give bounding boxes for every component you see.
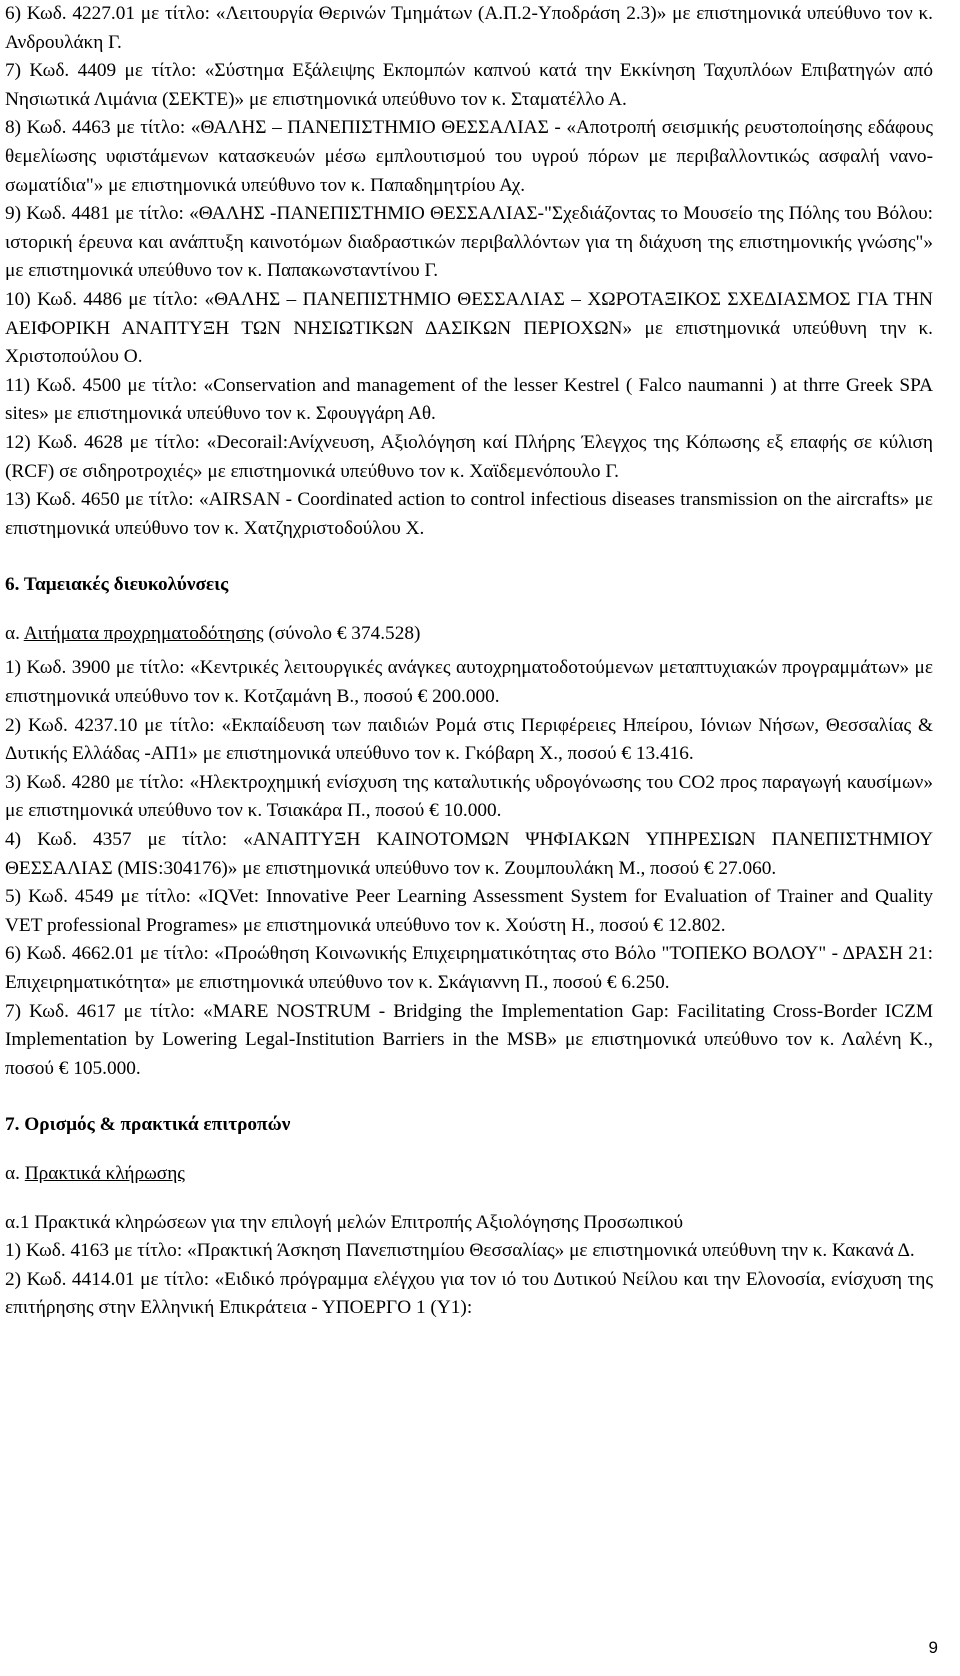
subsection-total: (σύνολο € 374.528) (263, 622, 421, 644)
draw-minutes-list (5, 1237, 933, 1323)
sub-subsection-title: α.1 Πρακτικά κληρώσεων για την επιλογή μελών Επιτροπής Αξιολόγησης Προσωπικού (5, 1211, 684, 1233)
list-item: 7) Κωδ. 4617 με τίτλο: «MARE NOSTRUM - Bridging the Implementation Gap: Facilitating Cross-Border ICZM Implementation by Lowering Legal-Institution Barriers in the MSB» με επιστημονικά υπεύθυνο τον κ. Λαλένη Κ., ποσού € 105.000. (5, 1000, 933, 1079)
list-item: 9) Κωδ. 4481 με τίτλο: «ΘΑΛΗΣ -ΠΑΝΕΠΙΣΤΗΜΙΟ ΘΕΣΣΑΛΙΑΣ-"Σχεδιάζοντας το Μουσείο της Πόλης του Βόλου: ιστορική έρευνα και ανάπτυξη καινοτόμων διαδραστικών περιβαλλόντων για τη διάχυση της επιστημονικής γνώσης"» με επιστημονικά υπεύθυνο τον κ. Παπακωνσταντίνου Γ. (5, 203, 933, 282)
list-item: 7) Κωδ. 4409 με τίτλο: «Σύστημα Εξάλειψης Εκπομπών καπνού κατά την Εκκίνηση Ταχυπλόων Επιβατηγών από Νησιωτικά Λιμάνια (ΣΕΚΤΕ)» με επιστημονικά υπεύθυνο τον κ. Σταματέλλο Α. (5, 60, 933, 110)
section-committees (5, 1111, 933, 1323)
list-item: 5) Κωδ. 4549 με τίτλο: «IQVet: Innovative Peer Learning Assessment System for Evaluation of Trainer and Quality VET professional Programes» με επιστημονικά υπεύθυνο τον κ. Χούστη Η., ποσού € 12.802. (5, 886, 933, 936)
list-item: 12) Κωδ. 4628 με τίτλο: «Decorail:Ανίχνευση, Αξιολόγηση καί Πλήρης Έλεγχος της Κόπωσης εξ επαφής σε κύλιση (RCF) σε σιδηροτροχιές» με επιστημονικά υπεύθυνο τον κ. Χαϊδεμενόπουλο Γ. (5, 431, 933, 482)
subsection-title (5, 620, 933, 649)
list-item: 4) Κωδ. 4357 με τίτλο: «ΑΝΑΠΤΥΞΗ ΚΑΙΝΟΤΟΜΩΝ ΨΗΦΙΑΚΩΝ ΥΠΗΡΕΣΙΩΝ ΠΑΝΕΠΙΣΤΗΜΙΟΥ ΘΕΣΣΑΛΙΑΣ (MIS:304176)» με επιστημονικά υπεύθυνο τον κ. Ζουμπουλάκη Μ., ποσού € 27.060. (5, 829, 933, 879)
funded-projects-list (5, 0, 933, 543)
subsection-underlined-title: Πρακτικά κλήρωσης (24, 1162, 185, 1184)
section-cash-facilities (5, 571, 933, 1083)
page-number: 9 (928, 1638, 938, 1657)
spacer (5, 600, 933, 620)
prefinancing-list (5, 654, 933, 1083)
list-item: 1) Κωδ. 4163 με τίτλο: «Πρακτική Άσκηση Πανεπιστημίου Θεσσαλίας» με επιστημονικά υπεύθυνη την κ. Κακανά Δ. (5, 1240, 915, 1262)
document-page (5, 0, 933, 1323)
list-item: 2) Κωδ. 4237.10 με τίτλο: «Εκπαίδευση των παιδιών Ρομά στις Περιφέρειες Ηπείρου, Ιόνιων Νήσων, Θεσσαλίας & Δυτικής Ελλάδας -ΑΠ1» με επιστημονικά υπεύθυνο τον κ. Γκόβαρη Χ., ποσού € 13.416. (5, 714, 933, 765)
list-item: 1) Κωδ. 3900 με τίτλο: «Κεντρικές λειτουργικές ανάγκες αυτοχρηματοδοτούμενων μεταπτυχιακών προγραμμάτων» με επιστημονικά υπεύθυνο τον κ. Κοτζαμάνη Β., ποσού € 200.000. (5, 657, 933, 708)
section-heading: 7. Ορισμός & πρακτικά επιτροπών (5, 1114, 291, 1136)
subsection-prefix: α. (5, 622, 24, 644)
list-item: 3) Κωδ. 4280 με τίτλο: «Ηλεκτροχημική ενίσχυση της καταλυτικής υδρογόνωσης του CO2 προς παραγωγή καυσίμων» με επιστημονικά υπεύθυνο τον κ. Τσιακάρα Π., ποσού € 10.000. (5, 771, 933, 822)
list-item: 2) Κωδ. 4414.01 με τίτλο: «Ειδικό πρόγραμμα ελέγχου για τον ιό του Δυτικού Νείλου και την Ελονοσία, ενίσχυση της επιτήρησης στην Ελληνική Επικράτεια - ΥΠΟΕΡΓΟ 1 (Υ1): (5, 1268, 933, 1319)
section-heading: 6. Ταμειακές διευκολύνσεις (5, 574, 229, 596)
list-item: 8) Κωδ. 4463 με τίτλο: «ΘΑΛΗΣ – ΠΑΝΕΠΙΣΤΗΜΙΟ ΘΕΣΣΑΛΙΑΣ - «Αποτροπή σεισμικής ρευστοποίησης εδάφους θεμελίωσης υφιστάμενων κατασκευών μέσω εμπλουτισμού του υγρού πόρων με περιβαλλοντικώς ασφαλή νανο-σωματίδια"» με επιστημονικά υπεύθυνο τον κ. Παπαδημητρίου Αχ. (5, 117, 933, 196)
subsection-prefix: α. (5, 1162, 25, 1184)
subsection-title (5, 1160, 933, 1189)
list-item: 10) Κωδ. 4486 με τίτλο: «ΘΑΛΗΣ – ΠΑΝΕΠΙΣΤΗΜΙΟ ΘΕΣΣΑΛΙΑΣ – ΧΩΡΟΤΑΞΙΚΟΣ ΣΧΕΔΙΑΣΜΟΣ ΓΙΑ ΤΗΝ ΑΕΙΦΟΡΙΚΗ ΑΝΑΠΤΥΞΗ ΤΩΝ ΝΗΣΙΩΤΙΚΩΝ ΔΑΣΙΚΩΝ ΠΕΡΙΟΧΩΝ» με επιστημονικά υπεύθυνη την κ. Χριστοπούλου Ο. (5, 288, 933, 368)
spacer (5, 1083, 933, 1111)
list-item: 6) Κωδ. 4662.01 με τίτλο: «Προώθηση Κοινωνικής Επιχειρηματικότητας στο Βόλο "ΤΟΠΕΚΟ ΒΟΛΟΥ" - ΔΡΑΣΗ 21: Επιχειρηματικότητα» με επιστημονικά υπεύθυνο τον κ. Σκάγιαννη Π., ποσού € 6.250. (5, 943, 933, 993)
list-item: 11) Κωδ. 4500 με τίτλο: «Conservation and management of the lesser Kestrel ( Falco naumanni ) at thrre Greek SPA sites» με επιστημονικά υπεύθυνο τον κ. Σφουγγάρη Αθ. (5, 374, 933, 425)
spacer (5, 543, 933, 571)
spacer (5, 1140, 933, 1160)
list-item: 6) Κωδ. 4227.01 με τίτλο: «Λειτουργία Θερινών Τμημάτων (Α.Π.2-Υποδράση 2.3)» με επιστημονικά υπεύθυνο τον κ. Ανδρουλάκη Γ. (5, 3, 933, 53)
spacer (5, 1189, 933, 1209)
list-item: 13) Κωδ. 4650 με τίτλο: «AIRSAN - Coordinated action to control infectious diseases transmission on the aircrafts» με επιστημονικά υπεύθυνο τον κ. Χατζηχριστοδούλου Χ. (5, 489, 933, 539)
subsection-underlined-title: Αιτήματα προχρηματοδότησης (23, 622, 264, 644)
